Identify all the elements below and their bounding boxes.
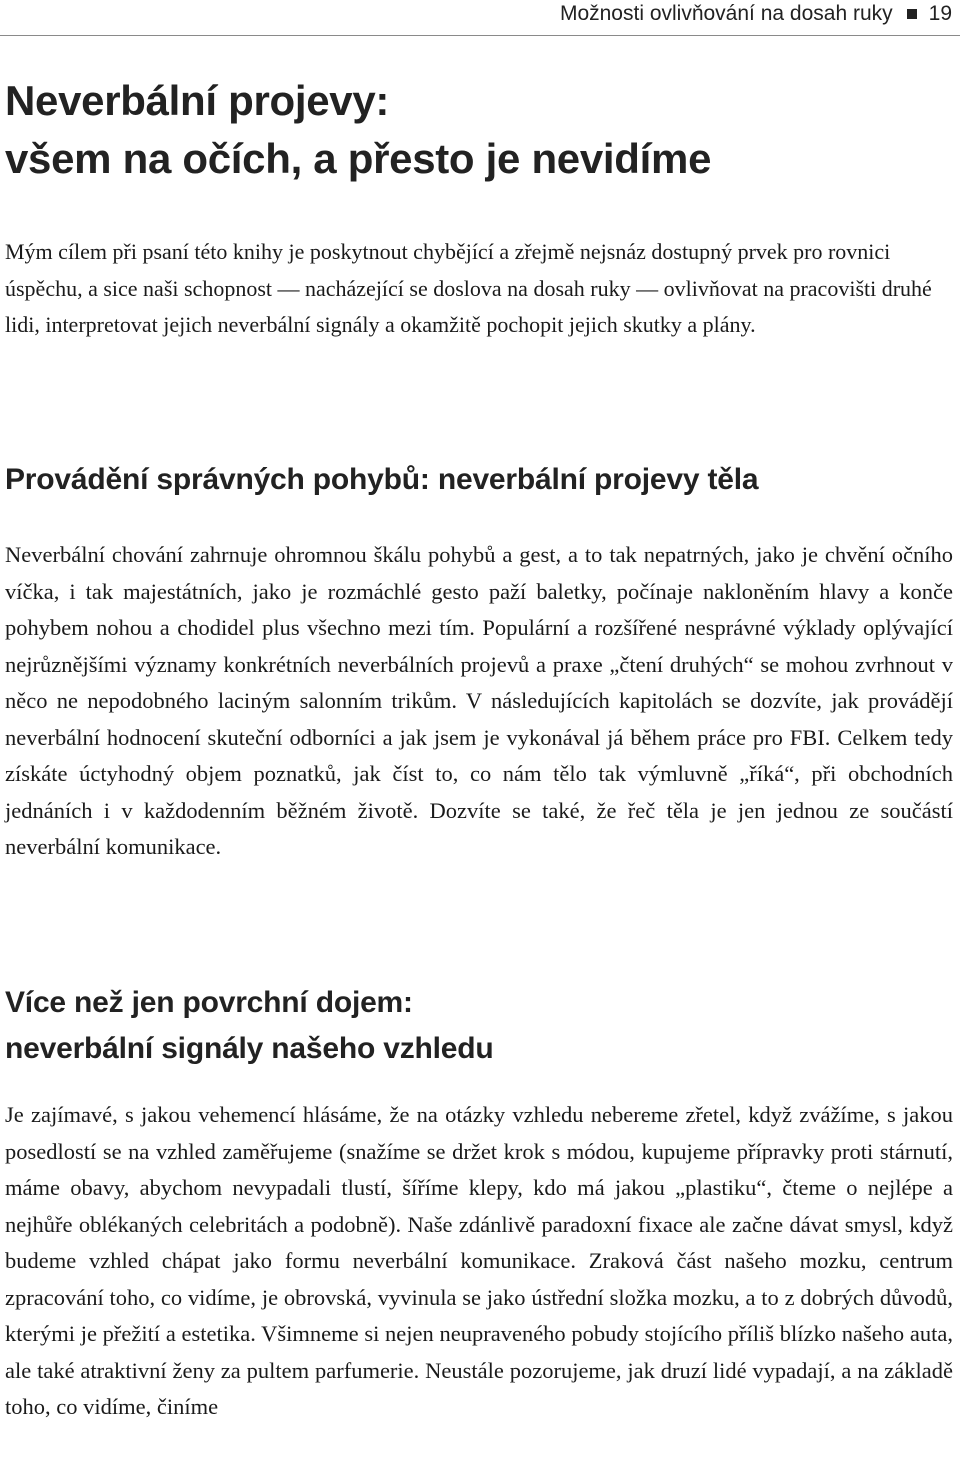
intro-paragraph: Mým cílem při psaní této knihy je poskytnout chybějící a zřejmě nejsnáz dostupný prvek pro rovnici úspěchu, a sice naši schopnost — nacházející se doslova na dosah ruky — ovlivňovat na pracovišti druhé lidi, interpretovat jejich neverbální signály a okamžitě pochopit jejich skutky a plány. [5,239,932,337]
section-body-body-movements: Neverbální chování zahrnuje ohromnou škálu pohybů a gest, a to tak nepatrných, jako je chvění očního víčka, i tak majestátních, jako je rozmáchlé gesto paží baletky, počínaje nakloněním hlavy a konče pohybem nohou a chodidel plus všechno mezi tím. Populární a rozšířené nesprávné výklady oplývající nejrůznějšími významy konkrétních neverbálních projevů a praxe „čtení druhých“ se mohou zvrhnout v něco ne nepodobného laciným salonním trikům. V následujících kapitolách se dozvíte, jak provádějí neverbální hodnocení skuteční odborníci a jak jsem je vykonával já během práce pro FBI. Celkem tedy získáte úctyhodný objem poznatků, jak číst to, co nám tělo tak výmluvně „říká“, při obchodních jednáních i v každodenním běžném životě. Dozvíte se také, že řeč těla je jen jednou ze součástí neverbální komunikace. [5,542,953,859]
section-body-appearance: Je zajímavé, s jakou vehemencí hlásáme, že na otázky vzhledu nebereme zřetel, když zvážíme, s jakou posedlostí se na vzhled zaměřujeme (snažíme se držet krok s módou, kupujeme přípravky proti stárnutí, máme obavy, abychom nevypadali tlustí, šíříme klepy, kdo má jakou „plastiku“, čteme o nejlépe a nejhůře oblékaných celebritách a podobně). Naše zdánlivě paradoxní fixace ale začne dávat smysl, když budeme vzhled chápat jako formu neverbální komunikace. Zraková část našeho mozku, centrum zpracování toho, co vidíme, je obrovská, vyvinula se jako ústřední složka mozku, a to z dobrých důvodů, kterými je přežití a estetika. Všimneme si nejen neupraveného pobudy stojícího příliš blízko našeho auta, ale také atraktivní ženy za pultem parfumerie. Neustále pozorujeme, jak druzí lidé vypadají, a na základě toho, co vidíme, činíme [5,1102,953,1419]
chapter-title-line-2: všem na očích, a přesto je nevidíme [5,135,712,182]
page-number: 19 [928,2,952,25]
section-heading-line-2: neverbální signály našeho vzhledu [5,1032,494,1065]
header-rule [0,35,960,36]
running-header [560,0,952,28]
section-heading-body-movements [5,457,758,503]
running-title: Možnosti ovlivňování na dosah ruky [559,2,893,25]
section-heading-appearance [5,980,494,1072]
square-bullet-icon [907,9,917,19]
chapter-title-line-1: Neverbální projevy: [5,77,390,124]
section-heading-line-1: Více než jen povrchní dojem: [5,986,413,1019]
section-heading-text: Provádění správných pohybů: neverbální projevy těla [5,463,759,496]
chapter-title [5,72,711,188]
